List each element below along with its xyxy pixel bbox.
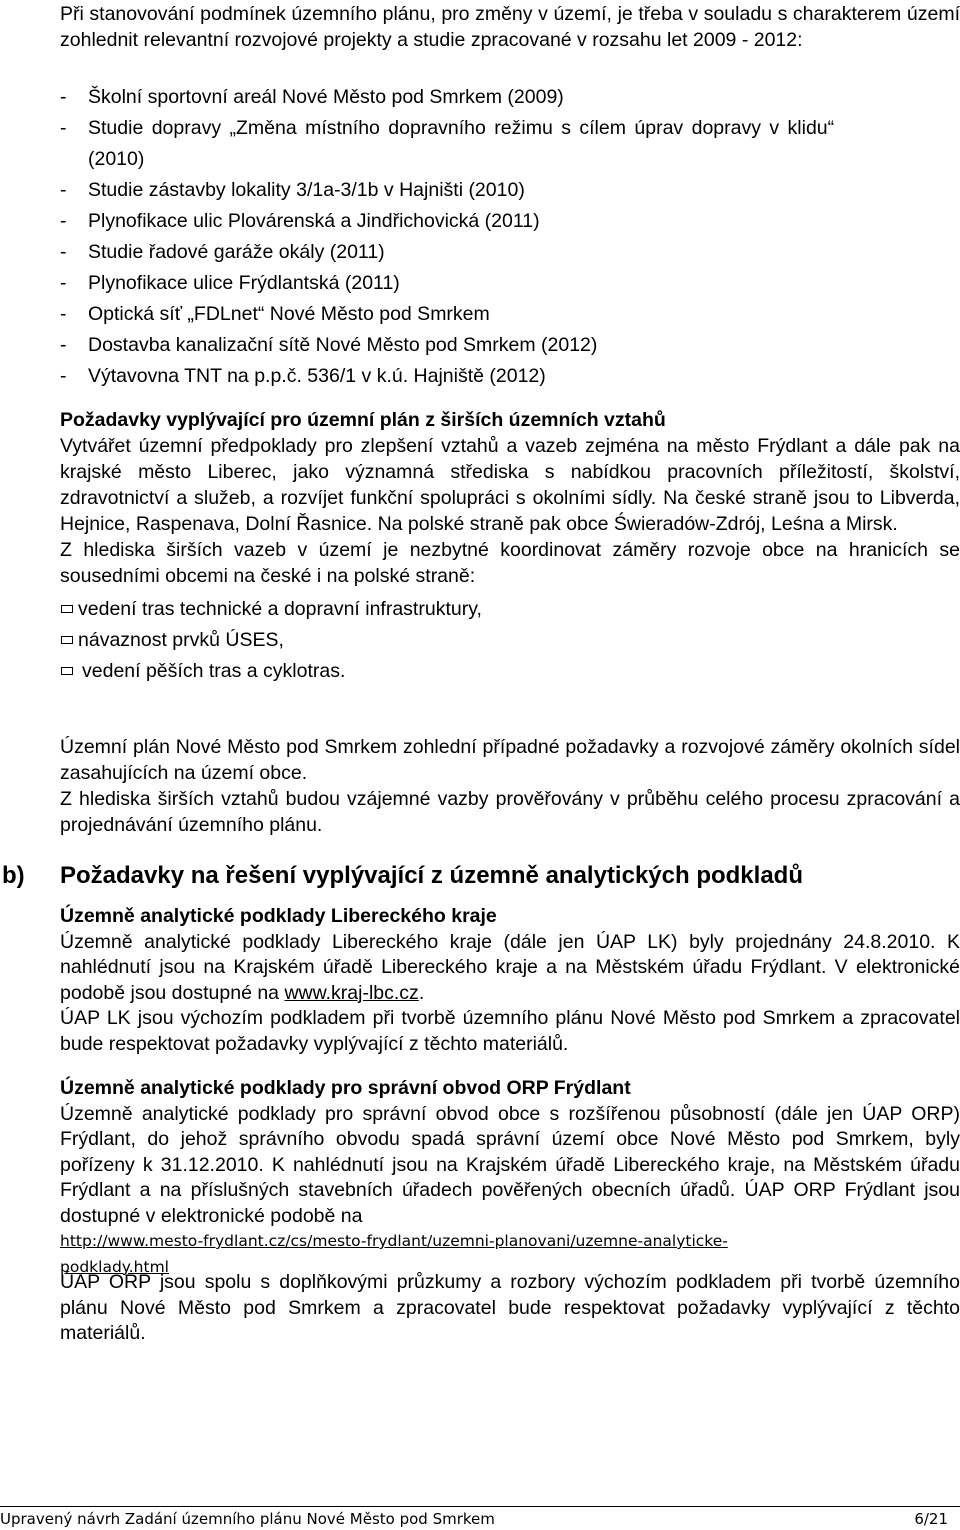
list-item: - Výtavovna TNT na p.p.č. 536/1 v k.ú. Hajniště (2012) xyxy=(60,365,546,387)
section-label: b) xyxy=(2,862,25,889)
page-number: 6/21 xyxy=(914,1510,948,1528)
paragraph: Územně analytické podklady Libereckého kraje (dále jen ÚAP LK) byly projednány 24.8.2010. K nahlédnutí jsou na Krajském úřadě Libereckého kraje a na Městském úřadu Frýdlant. V elektronické podobě jsou dostupné na www.kraj-lbc.cz. xyxy=(60,930,960,1004)
list-item: - Optická síť „FDLnet“ Nové Město pod Smrkem xyxy=(60,303,490,325)
intro-paragraph: Při stanovování podmínek územního plánu, pro změny v území, je třeba v souladu s charakterem území zohlednit relevantní rozvojové projekty a studie zpracované v rozsahu let 2009 - 2012: xyxy=(60,3,960,51)
paragraph: ÚAP LK jsou výchozím podkladem při tvorbě územního plánu Nové Město pod Smrkem a zpracovatel bude respektovat požadavky vyplývající z těchto materiálů. xyxy=(60,1007,960,1055)
list-item: - Plynofikace ulice Frýdlantská (2011) xyxy=(60,272,400,294)
section-b-heading xyxy=(2,861,960,891)
orp-url-link-continuation[interactable]: podklady.html xyxy=(60,1257,169,1276)
paragraph: Z hlediska širších vztahů budou vzájemné vazby prověřovány v průběhu celého procesu zpracování a projednávání územního plánu. xyxy=(60,788,960,836)
list-item: - Dostavba kanalizační sítě Nové Město pod Smrkem (2012) xyxy=(60,334,598,356)
bullet-item: vedení pěších tras a cyklotras. xyxy=(60,655,960,686)
orp-url-link[interactable]: http://www.mesto-frydlant.cz/cs/mesto-frydlant/uzemni-planovani/uzemne-analyticke- xyxy=(60,1232,728,1250)
footer-title: Upravený návrh Zadání územního plánu Nové Město pod Smrkem xyxy=(0,1510,495,1528)
subsection-heading: Územně analytické podklady pro správní obvod ORP Frýdlant xyxy=(60,1077,631,1099)
paragraph: Územně analytické podklady pro správní obvod obce s rozšířenou působností (dále jen ÚAP ORP) Frýdlant, do jehož správního obvodu spadá správní území obce Nové Město pod Smrkem, byly pořízeny k 31.12.2010. K nahlédnutí jsou na Krajském úřadě Libereckého kraje, na Městském úřadu Frýdlant a na příslušných stavebních úřadech pověřených obecních úřadů. ÚAP ORP Frýdlant jsou dostupné v elektronické podobě na xyxy=(60,1102,960,1227)
uap-orp-section xyxy=(60,1076,960,1280)
page-footer xyxy=(0,1506,960,1530)
paragraph: ÚAP ORP jsou spolu s doplňkovými průzkumy a rozbory výchozím podkladem při tvorbě územního plánu Nové Město pod Smrkem a zpracovatel bude respektovat požadavky vyplývající z těchto materiálů. xyxy=(60,1271,960,1344)
paragraph: Vytvářet územní předpoklady pro zlepšení vztahů a vazeb zejména na město Frýdlant a dále pak na krajské město Liberec, jako významná střediska s nabídkou pracovních příležitostí, školství, zdravotnictví a služeb, a rozvíjet funkční spolupráci s okolními sídly. Na české straně jsou to Libverda, Hejnice, Raspenava, Dolní Řasnice. Na polské straně pak obce Świeradów-Zdrój, Leśna a Mirsk. xyxy=(60,435,960,535)
list-item-continuation: (2010) xyxy=(88,148,145,170)
subsection-heading: Územně analytické podklady Libereckého kraje xyxy=(60,905,497,927)
list-item: - Plynofikace ulic Plovárenská a Jindřichovická (2011) xyxy=(60,210,540,232)
paragraph: Územní plán Nové Město pod Smrkem zohlední případné požadavky a rozvojové záměry okolních sídel zasahujících na území obce. xyxy=(60,736,960,784)
square-bullet-icon xyxy=(61,636,73,644)
neighbours-section xyxy=(60,734,960,838)
square-bullet-icon xyxy=(61,667,73,675)
section-title: Požadavky na řešení vyplývající z územně analytických podkladů xyxy=(60,862,803,889)
wider-relations-section xyxy=(60,407,960,686)
section-heading: Požadavky vyplývající pro územní plán z širších územních vztahů xyxy=(60,409,666,431)
list-item: - Studie řadové garáže okály (2011) xyxy=(60,241,385,263)
bullet-item: návaznost prvků ÚSES, xyxy=(60,624,960,655)
list-item: - Školní sportovní areál Nové Město pod Smrkem (2009) xyxy=(60,86,564,108)
kraj-lbc-link[interactable]: www.kraj-lbc.cz xyxy=(284,981,419,1004)
projects-list xyxy=(60,82,960,392)
square-bullet-icon xyxy=(61,605,73,613)
uap-lk-section xyxy=(60,904,960,1057)
uap-orp-conclusion xyxy=(60,1270,960,1347)
list-item: - Studie zástavby lokality 3/1a-3/1b v Hajništi (2010) xyxy=(60,179,525,201)
paragraph: Z hlediska širších vazeb v území je nezbytné koordinovat záměry rozvoje obce na hranicích se sousedními obcemi na české i na polské straně: xyxy=(60,539,960,587)
bullet-item: vedení tras technické a dopravní infrastruktury, xyxy=(60,593,960,624)
list-item: - Studie dopravy „Změna místního dopravního režimu s cílem úprav dopravy v klidu“ xyxy=(60,117,835,139)
